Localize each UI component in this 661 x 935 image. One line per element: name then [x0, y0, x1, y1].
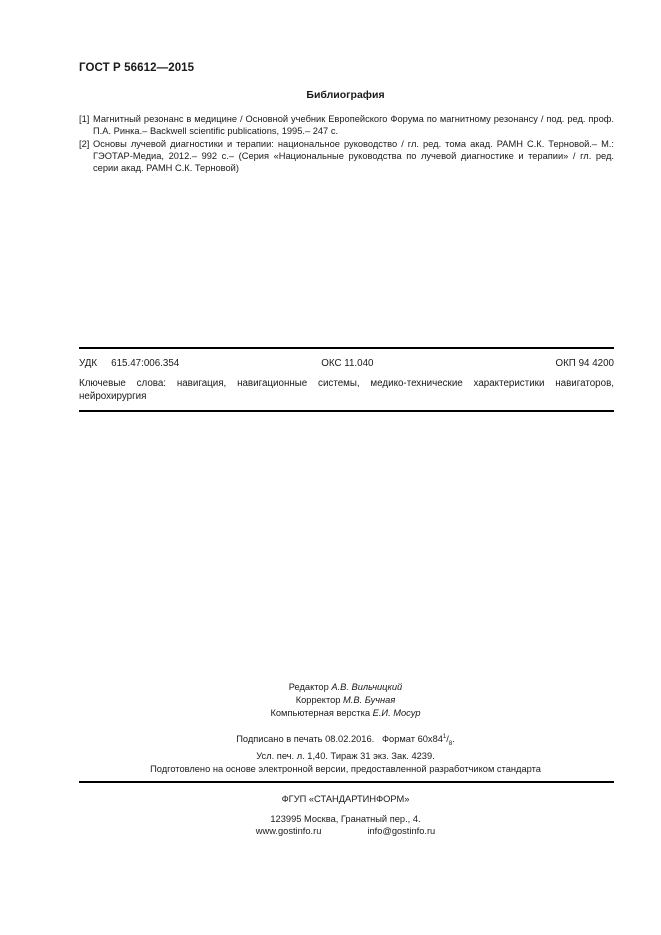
udk-group	[79, 358, 179, 369]
print-info	[0, 731, 661, 763]
corrector-name: М.В. Бучная	[343, 695, 396, 705]
credits-block	[0, 681, 661, 720]
layout-line	[30, 707, 661, 720]
print-info-suffix: .	[452, 734, 455, 745]
udk-value: 615.47:006.354	[111, 358, 180, 369]
bibliography-list	[79, 113, 614, 174]
publisher-divider	[79, 781, 614, 783]
bibliography-item-text: Основы лучевой диагностики и терапии: национальное руководство / гл. ред. тома акад. РАМН С.К. Терновой.– М.: ГЭОТАР-Медиа, 2012.– 992 с.– (Серия «Национальные руководства по лучевой диагностике и терапии» / гл. ред. серии акад. РАМН С.К. Терновой)	[93, 138, 614, 174]
corrector-label: Корректор	[295, 695, 341, 705]
udk-label: УДК	[79, 358, 98, 369]
layout-name: Е.И. Мосур	[372, 708, 421, 718]
keywords-divider	[79, 410, 614, 412]
editor-label: Редактор	[288, 682, 329, 692]
oks-code: ОКС 11.040	[321, 358, 374, 369]
document-code: ГОСТ Р 56612—2015	[79, 62, 195, 74]
publisher-address-block	[0, 813, 661, 837]
top-divider	[79, 347, 614, 349]
layout-label: Компьютерная верстка	[270, 708, 371, 718]
bibliography-item-number: [1]	[79, 114, 90, 124]
publisher-email-link[interactable]: info@gostinfo.ru	[367, 826, 436, 836]
print-info-line-1: Подписано в печать 08.02.2016. Формат $60x84^1/_8$.	[236, 734, 455, 747]
publisher-name: ФГУП «СТАНДАРТИНФОРМ»	[281, 794, 410, 804]
bibliography-item	[79, 138, 614, 175]
print-info-line-2: Усл. печ. л. 1,40. Тираж 31 экз. Зак. 4239.	[256, 751, 435, 762]
keywords: Ключевые слова: навигация, навигационные системы, медико-технические характеристики навигаторов, нейрохирургия	[79, 378, 614, 402]
print-signed-format: Подписано в печать 08.02.2016. Формат 60x84	[236, 734, 443, 745]
format-fraction-numerator: 1	[442, 734, 447, 740]
bibliography-title: Библиография	[306, 89, 385, 101]
bibliography-item-number: [2]	[79, 138, 90, 149]
editor-name: А.В. Вильчицкий	[331, 682, 403, 692]
corrector-line	[30, 694, 661, 707]
prepared-note: Подготовлено на основе электронной версии, предоставленной разработчиком стандарта	[150, 764, 541, 774]
okp-code: ОКП 94 4200	[555, 358, 614, 369]
publisher-contacts	[30, 825, 661, 837]
editor-line	[30, 681, 661, 694]
publisher-address: 123995 Москва, Гранатный пер., 4.	[270, 814, 421, 824]
format-fraction-denominator: 8	[448, 740, 453, 747]
classification-row	[79, 358, 614, 369]
bibliography-item-text: Магнитный резонанс в медицине / Основной учебник Европейского Форума по магнитному резонансу / под. ред. проф. П.А. Ринка.– Backwell scientific publications, 1995.– 247 с.	[93, 114, 614, 137]
bibliography-item	[79, 113, 614, 138]
publisher-website-link[interactable]: www.gostinfo.ru	[255, 826, 322, 836]
